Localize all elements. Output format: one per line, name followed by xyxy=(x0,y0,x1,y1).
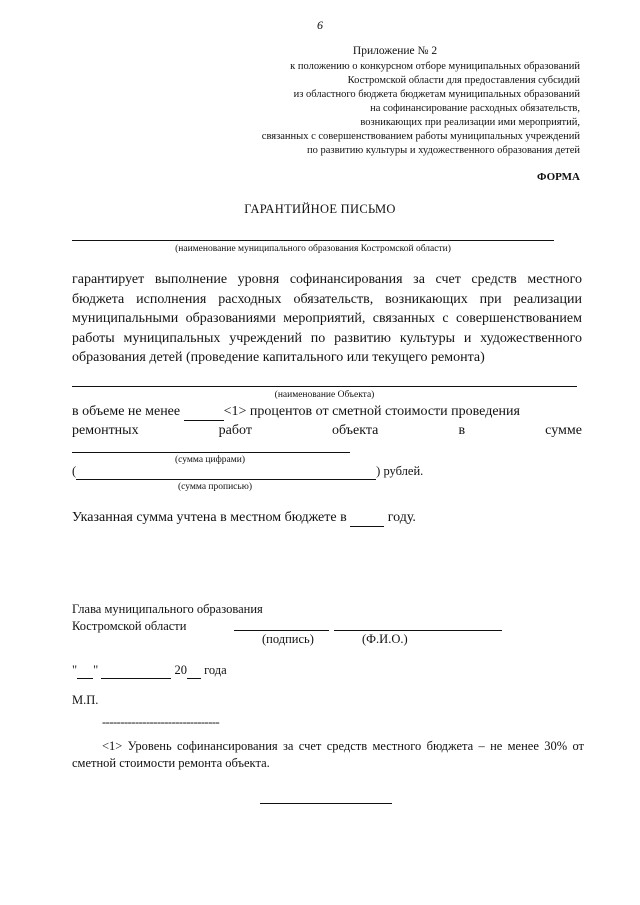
month-blank xyxy=(101,663,171,679)
repair-word: работ xyxy=(218,423,252,438)
sum-digits-caption: (сумма цифрами) xyxy=(175,455,245,465)
stamp-placeholder: М.П. xyxy=(72,693,99,707)
sum-words-blank xyxy=(76,464,376,480)
fio-caption: (Ф.И.О.) xyxy=(362,632,408,646)
appendix-line: из областного бюджета бюджетам муниципальных образований xyxy=(293,89,580,100)
signature-blank-line xyxy=(234,630,329,631)
date-quote-close: " xyxy=(93,663,99,677)
repair-word: объекта xyxy=(332,423,379,438)
appendix-line: на софинансирование расходных обязательств, xyxy=(370,103,580,114)
rubles-close: ) рублей. xyxy=(376,464,424,478)
rubles-line xyxy=(72,464,423,480)
footnote-text: <1> Уровень софинансирования за счет средств местного бюджета – не менее 30% от сметной стоимости ремонта объекта. xyxy=(72,739,584,770)
repair-line xyxy=(72,423,582,439)
appendix-line: Костромской области для предоставления субсидий xyxy=(347,75,580,86)
sum-digits-blank-line xyxy=(72,452,350,453)
day-blank xyxy=(77,663,93,679)
repair-word: сумме xyxy=(545,423,582,438)
volume-line xyxy=(72,404,582,421)
signature-caption: (подпись) xyxy=(262,632,314,646)
object-blank-line xyxy=(72,386,577,387)
appendix-header xyxy=(210,44,580,184)
volume-text-before: в объеме не менее xyxy=(72,404,181,419)
appendix-line: возникающих при реализации ими мероприятий, xyxy=(360,117,580,128)
object-caption: (наименование Объекта) xyxy=(274,390,375,400)
appendix-title: Приложение № 2 xyxy=(352,45,438,57)
appendix-line: к положению о конкурсном отборе муниципальных образований xyxy=(290,61,580,72)
percent-blank xyxy=(184,404,224,421)
signatory-title-line1: Глава муниципального образования xyxy=(72,602,263,616)
repair-word: ремонтных xyxy=(72,423,139,438)
date-line xyxy=(72,663,227,679)
page-number: 6 xyxy=(317,18,323,32)
year-prefix: 20 xyxy=(174,663,187,677)
guarantee-paragraph: гарантирует выполнение уровня софинансирования за счет средств местного бюджета исполнения расходных обязательств, возникающих при реализации муниципальными образованиями мероприятий, связанных с совершенствованием работы муниципальных учреждений по развитию культуры и художественного образования детей (проведение капитального или текущего ремонта) xyxy=(72,272,582,365)
repair-word: в xyxy=(458,423,466,438)
municipality-blank-line xyxy=(72,240,554,241)
document-heading: ГАРАНТИЙНОЕ ПИСЬМО xyxy=(244,202,396,216)
municipality-caption: (наименование муниципального образования Костромской области) xyxy=(175,244,451,254)
form-label: ФОРМА xyxy=(537,171,580,183)
appendix-line: связанных с совершенствованием работы муниципальных учреждений xyxy=(261,131,580,142)
budget-text-after: году. xyxy=(387,510,416,525)
signatory-title-line2: Костромской области xyxy=(72,619,187,633)
date-quote-open: " xyxy=(72,663,78,677)
bottom-rule xyxy=(260,803,392,804)
year-blank xyxy=(350,510,384,527)
rubles-open: ( xyxy=(72,464,77,478)
year-suffix: года xyxy=(204,663,227,677)
budget-text-before: Указанная сумма учтена в местном бюджете в xyxy=(72,510,347,525)
year-digits-blank xyxy=(187,663,201,679)
appendix-line: по развитию культуры и художественного образования детей xyxy=(307,145,580,156)
fio-blank-line xyxy=(334,630,502,631)
sum-words-caption: (сумма прописью) xyxy=(178,482,252,492)
volume-text-after: <1> процентов от сметной стоимости проведения xyxy=(223,404,520,419)
budget-line xyxy=(72,510,416,527)
footnote-separator: -------------------------------- xyxy=(102,715,220,729)
